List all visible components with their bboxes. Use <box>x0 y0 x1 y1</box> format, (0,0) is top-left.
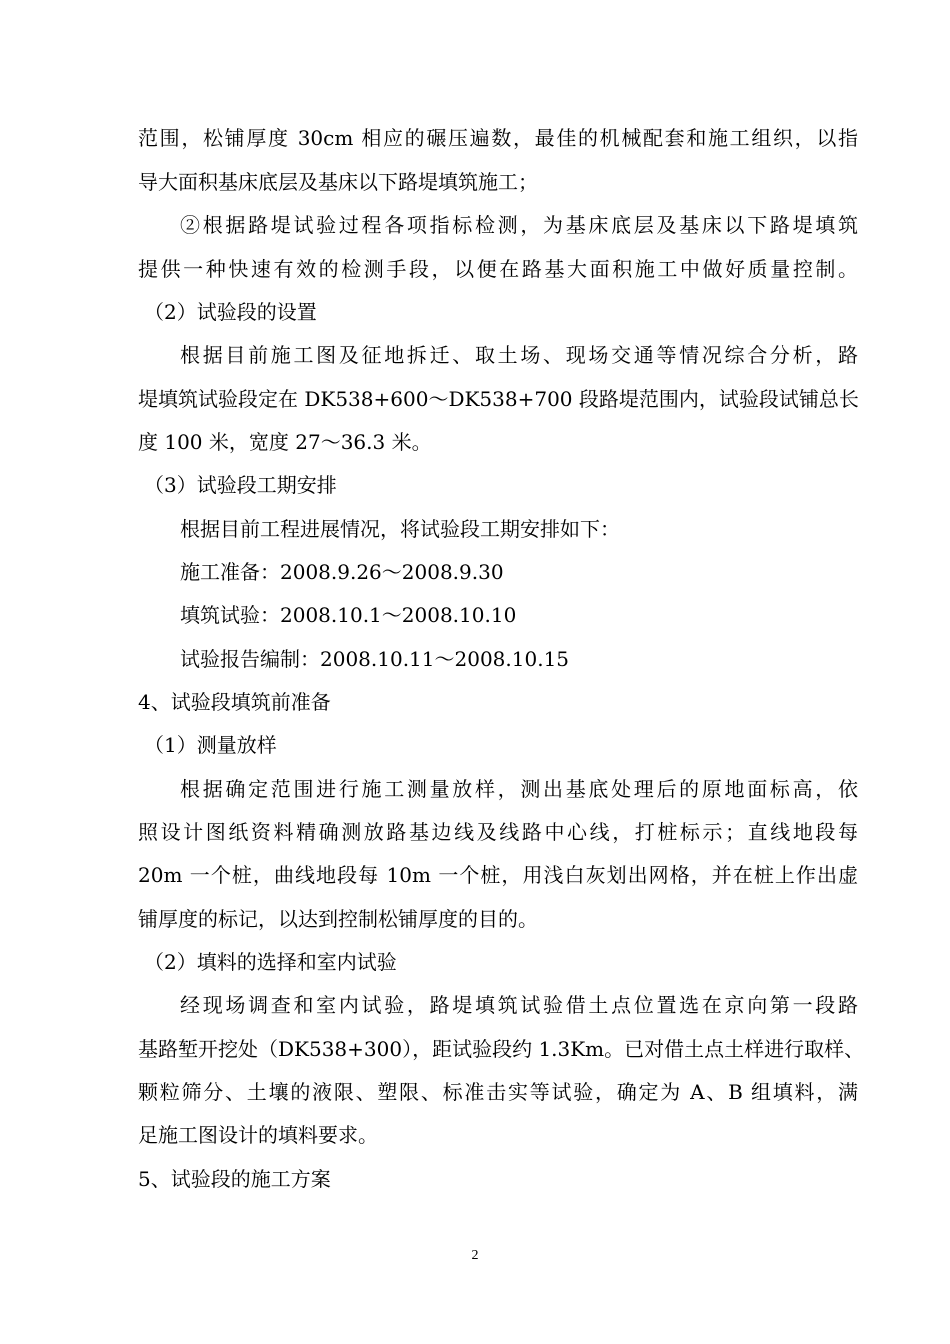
text-line: 经现场调查和室内试验，路堤填筑试验借土点位置选在京向第一段路 <box>180 993 858 1017</box>
schedule-item: 施工准备：2008.9.26～2008.9.30 <box>180 560 504 584</box>
text-line: 颗粒筛分、土壤的液限、塑限、标准击实等试验，确定为 A、B 组填料，满 <box>138 1080 858 1104</box>
section-heading: 5、试验段的施工方案 <box>138 1167 331 1191</box>
section-heading: （3）试验段工期安排 <box>144 473 337 497</box>
text-line: 导大面积基床底层及基床以下路堤填筑施工； <box>138 170 538 194</box>
text-line: 提供一种快速有效的检测手段，以便在路基大面积施工中做好质量控制。 <box>138 257 858 281</box>
text-line: 堤填筑试验段定在 DK538+600～DK538+700 段路堤范围内，试验段试铺总长 <box>138 387 859 411</box>
text-line: ②根据路堤试验过程各项指标检测，为基床底层及基床以下路堤填筑 <box>180 213 858 237</box>
text-line: 铺厚度的标记，以达到控制松铺厚度的目的。 <box>138 907 538 931</box>
text-line: 基路堑开挖处（DK538+300），距试验段约 1.3Km。已对借土点土样进行取样、 <box>138 1037 865 1061</box>
text-line: 20m 一个桩，曲线地段每 10m 一个桩，用浅白灰划出网格，并在桩上作出虚 <box>138 863 858 887</box>
text-line: 根据目前工程进展情况，将试验段工期安排如下： <box>180 517 620 541</box>
section-heading: 4、试验段填筑前准备 <box>138 690 331 714</box>
text-line: 范围，松铺厚度 30cm 相应的碾压遍数，最佳的机械配套和施工组织，以指 <box>138 126 858 150</box>
schedule-item: 试验报告编制：2008.10.11～2008.10.15 <box>180 647 570 671</box>
section-heading: （1）测量放样 <box>144 733 277 757</box>
section-heading: （2）试验段的设置 <box>144 300 317 324</box>
schedule-item: 填筑试验：2008.10.1～2008.10.10 <box>180 603 517 627</box>
text-line: 照设计图纸资料精确测放路基边线及线路中心线，打桩标示；直线地段每 <box>138 820 858 844</box>
section-heading: （2）填料的选择和室内试验 <box>144 950 397 974</box>
text-line: 根据确定范围进行施工测量放样，测出基底处理后的原地面标高，依 <box>180 777 858 801</box>
text-line: 根据目前施工图及征地拆迁、取土场、现场交通等情况综合分析，路 <box>180 343 858 367</box>
text-line: 足施工图设计的填料要求。 <box>138 1123 378 1147</box>
text-line: 度 100 米，宽度 27～36.3 米。 <box>138 430 432 454</box>
page-number: 2 <box>471 1248 479 1263</box>
